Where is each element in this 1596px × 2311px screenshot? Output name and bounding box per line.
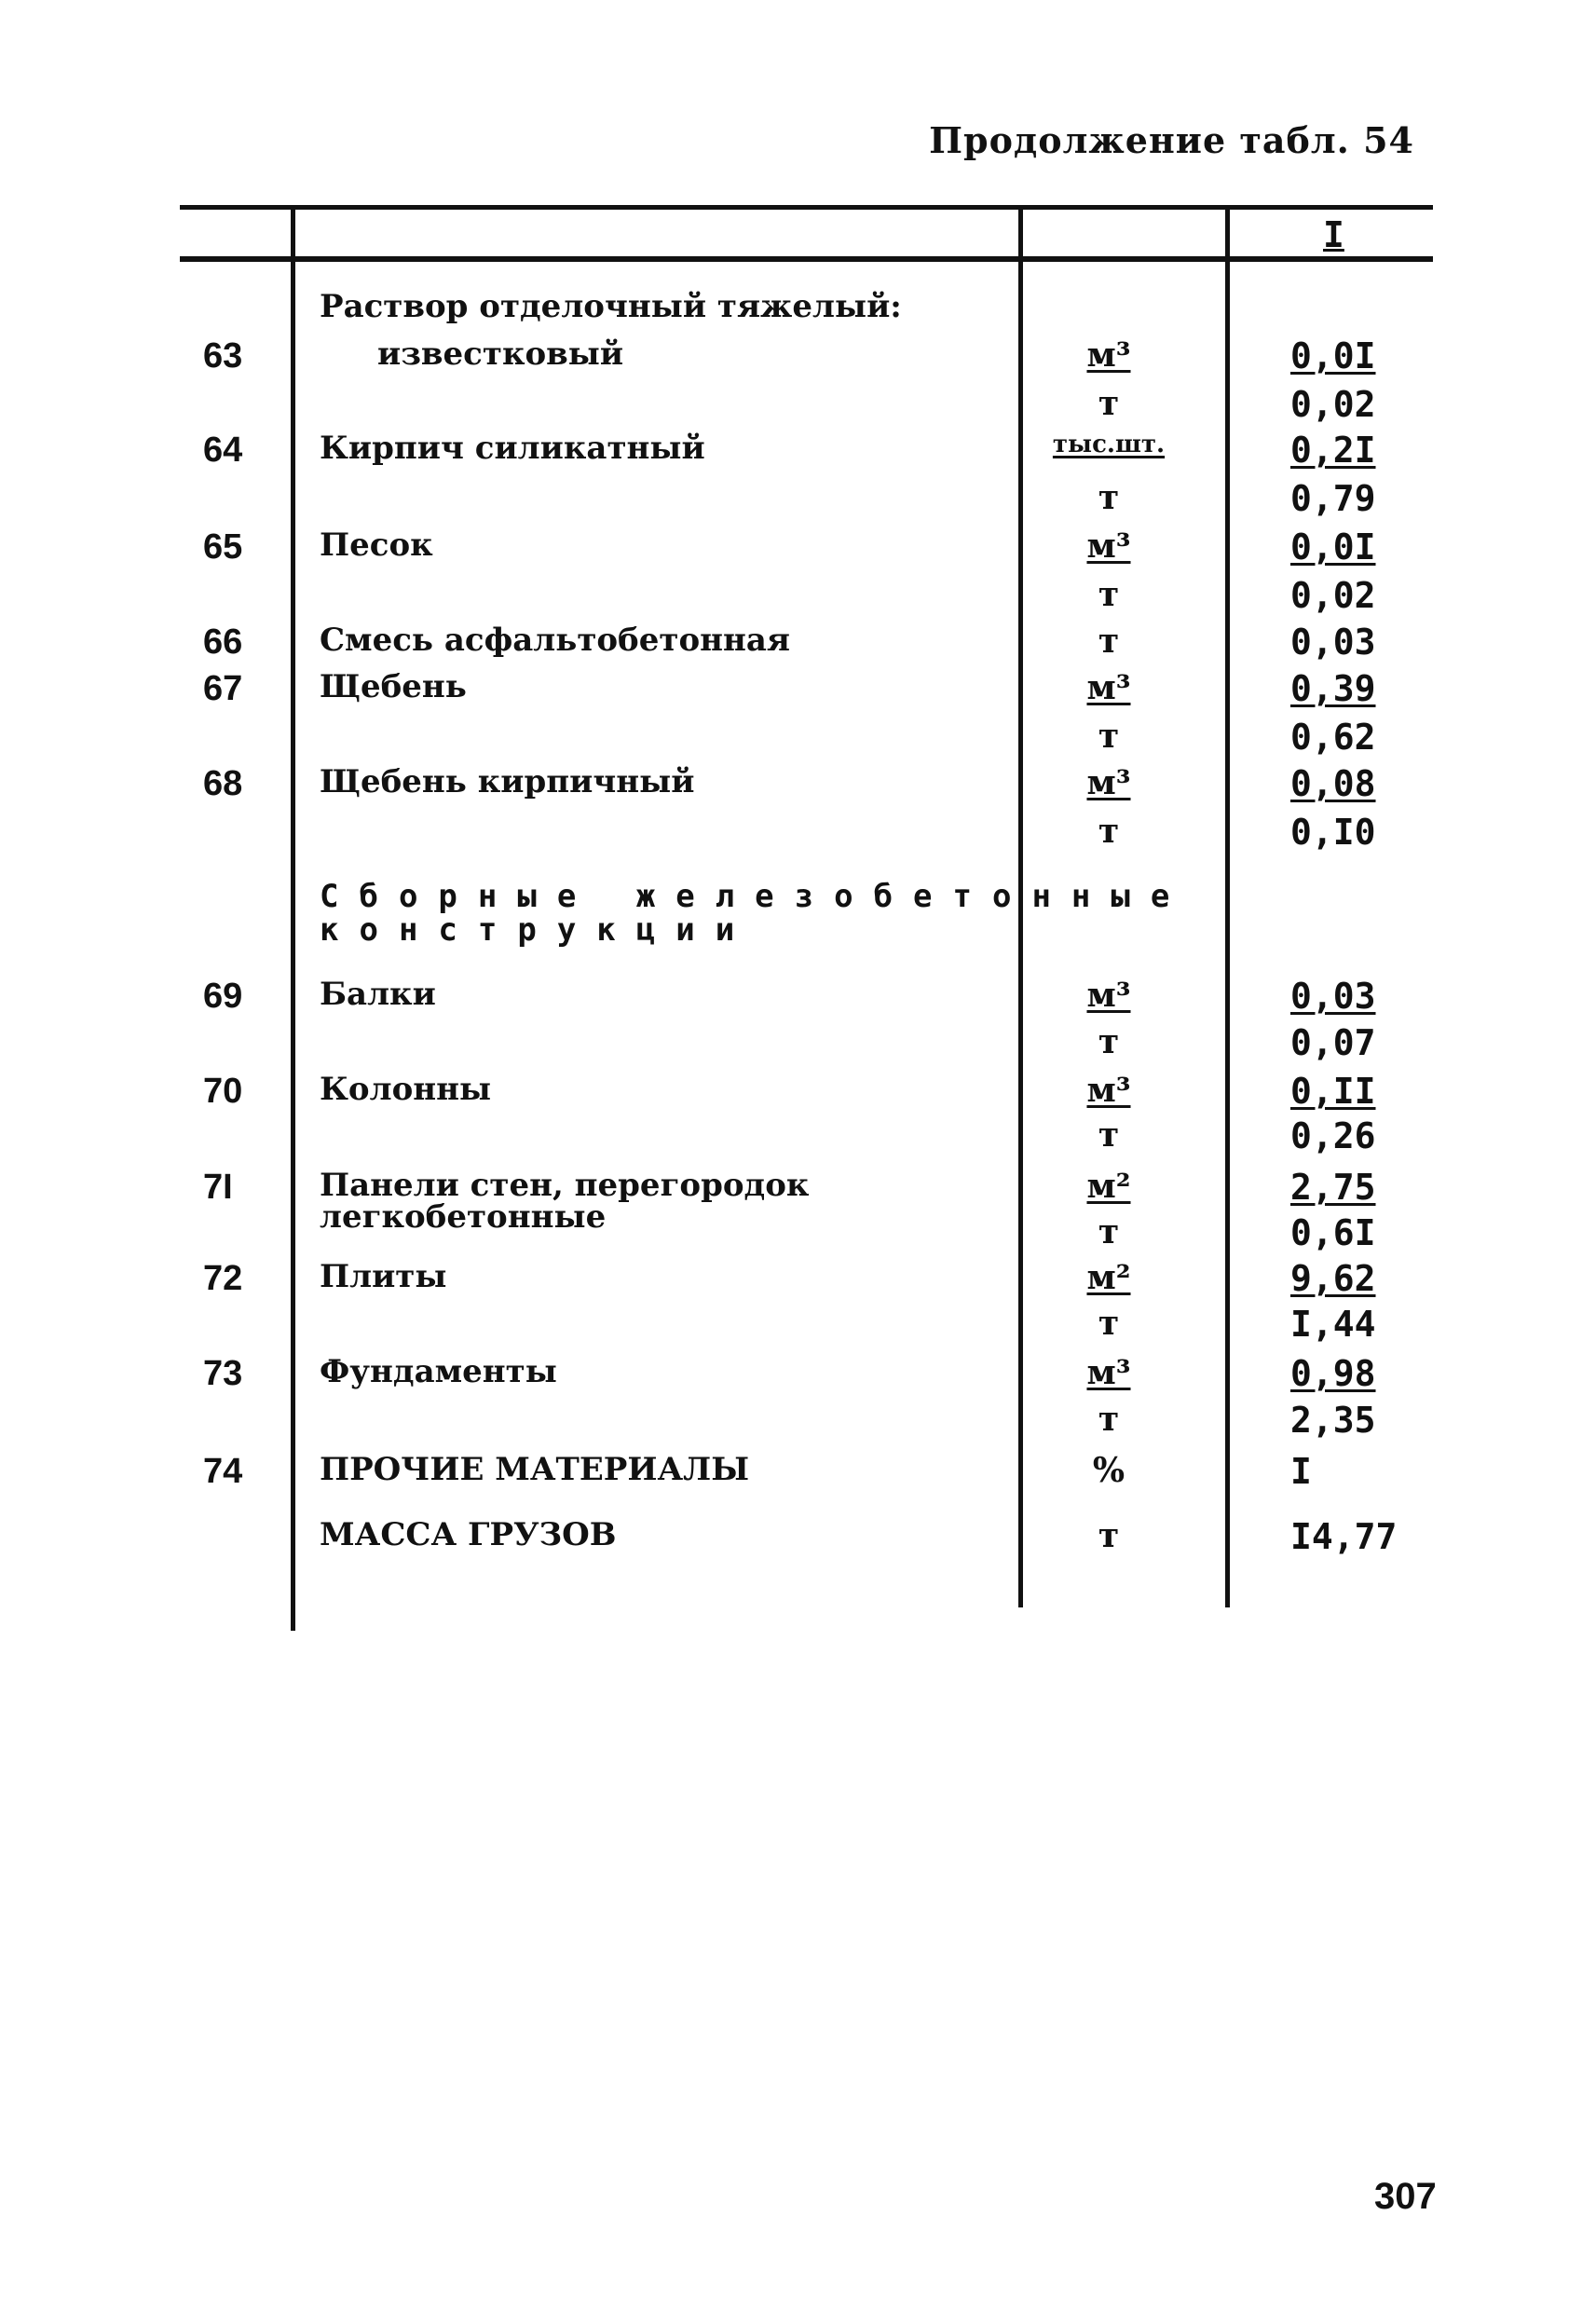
row-unit: т	[1098, 1516, 1120, 1555]
row-value: 2,75	[1290, 1167, 1376, 1208]
row-value: 0,02	[1290, 575, 1376, 616]
row-unit: м³	[1086, 763, 1131, 802]
row-number: 68	[203, 764, 243, 803]
row-name: Фундаменты	[320, 1353, 557, 1390]
row-name: известковый	[377, 335, 624, 373]
row-unit: м³	[1086, 1353, 1131, 1392]
row-value: 0,79	[1290, 478, 1376, 519]
row-name: МАССА ГРУЗОВ	[320, 1516, 617, 1553]
column-header-1: I	[1323, 214, 1344, 255]
row-number: 67	[203, 669, 243, 708]
row-unit: т	[1098, 478, 1120, 517]
row-number: 72	[203, 1259, 243, 1298]
row-unit: м³	[1086, 335, 1131, 375]
row-unit: т	[1098, 622, 1120, 661]
row-value: I,44	[1290, 1304, 1376, 1345]
row-unit: т	[1098, 1400, 1120, 1439]
row-unit: т	[1098, 812, 1120, 851]
row-name: ПРОЧИЕ МАТЕРИАЛЫ	[320, 1451, 750, 1488]
row-number: 70	[203, 1072, 243, 1111]
row-value: I4,77	[1290, 1516, 1398, 1557]
table-caption: Продолжение табл. 54	[929, 119, 1414, 161]
section-heading: Сборные железобетонные	[320, 878, 1191, 915]
row-unit: м²	[1086, 1258, 1131, 1297]
row-unit: м³	[1086, 1071, 1131, 1110]
row-name: Колонны	[320, 1071, 492, 1108]
row-number: 65	[203, 527, 243, 567]
row-unit: м³	[1086, 976, 1131, 1015]
row-unit: м²	[1086, 1167, 1131, 1206]
row-name: Раствор отделочный тяжелый:	[320, 288, 902, 325]
row-value: 0,26	[1290, 1115, 1376, 1156]
row-value: 0,62	[1290, 717, 1376, 758]
row-name: Балки	[320, 976, 436, 1013]
column-divider-3	[1225, 210, 1230, 1607]
row-name: Плиты	[320, 1258, 447, 1295]
row-number: 63	[203, 336, 243, 376]
row-value: 0,98	[1290, 1353, 1376, 1394]
row-value: 0,08	[1290, 763, 1376, 804]
row-number: 73	[203, 1354, 243, 1393]
row-unit: %	[1092, 1451, 1125, 1490]
row-value: 0,03	[1290, 622, 1376, 663]
row-value: 0,03	[1290, 976, 1376, 1017]
row-unit: т	[1098, 1304, 1120, 1343]
row-name: Щебень	[320, 668, 467, 705]
row-name-continued: легкобетонные	[320, 1198, 607, 1236]
row-value: 0,II	[1290, 1071, 1376, 1112]
row-value: 0,0I	[1290, 335, 1376, 376]
row-value: 0,07	[1290, 1022, 1376, 1063]
table-header-rule	[180, 256, 1433, 262]
row-number: 66	[203, 622, 243, 662]
row-unit: тыс.шт.	[1052, 431, 1166, 458]
row-number: 64	[203, 431, 243, 470]
row-unit: т	[1098, 1212, 1120, 1251]
row-unit: т	[1098, 384, 1120, 423]
row-name: Смесь асфальтобетонная	[320, 622, 791, 659]
row-value: 0,02	[1290, 384, 1376, 425]
row-name: Кирпич силикатный	[320, 430, 705, 467]
section-heading-continued: конструкции	[320, 911, 756, 949]
column-divider-1	[291, 210, 295, 1631]
row-value: 0,2I	[1290, 430, 1376, 471]
row-unit: т	[1098, 717, 1120, 756]
row-unit: т	[1098, 575, 1120, 614]
row-name: Щебень кирпичный	[320, 763, 695, 800]
row-value: 9,62	[1290, 1258, 1376, 1299]
row-unit: м³	[1086, 526, 1131, 566]
row-name: Песок	[320, 526, 433, 564]
row-value: 0,39	[1290, 668, 1376, 709]
row-value: 0,0I	[1290, 526, 1376, 567]
row-unit: м³	[1086, 668, 1131, 707]
row-value: 0,6I	[1290, 1212, 1376, 1253]
page-number: 307	[1374, 2176, 1437, 2217]
row-number: 74	[203, 1452, 243, 1491]
row-value: 0,I0	[1290, 812, 1376, 853]
row-unit: т	[1098, 1115, 1120, 1155]
row-name: Панели стен, перегородок	[320, 1167, 810, 1204]
row-value: I	[1290, 1451, 1312, 1492]
row-unit: т	[1098, 1022, 1120, 1061]
row-value: 2,35	[1290, 1400, 1376, 1441]
row-number: 7I	[203, 1168, 233, 1207]
table-top-rule	[180, 205, 1433, 210]
row-number: 69	[203, 977, 243, 1016]
